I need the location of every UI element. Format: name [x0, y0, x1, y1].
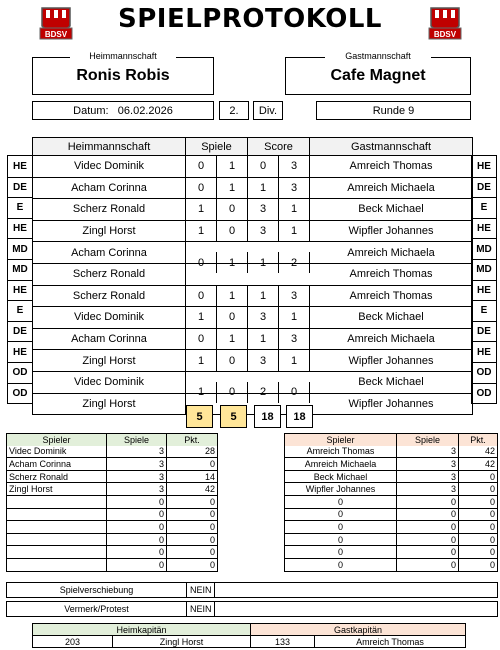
match-spiele-away: 0 — [217, 199, 248, 220]
player-stats-row — [285, 545, 497, 558]
match-type-left: DE — [8, 321, 32, 342]
stats-col-games: Spiele — [107, 434, 167, 446]
player-points: 0 — [209, 547, 215, 558]
captains-box — [32, 623, 466, 648]
match-home-player: Videc Dominik — [33, 156, 186, 177]
player-stats-row — [7, 508, 217, 521]
player-name — [7, 534, 107, 546]
match-spiele-home: 1 — [186, 307, 217, 328]
match-score-away: 3 — [279, 156, 310, 177]
date-box — [32, 101, 214, 120]
match-away-player: Amreich Michaela — [347, 333, 435, 346]
player-stats-row — [7, 446, 217, 458]
player-points: 0 — [209, 496, 215, 507]
player-games: 0 — [397, 509, 459, 521]
player-games: 3 — [107, 446, 167, 458]
match-type-right: MD — [472, 238, 496, 259]
player-stats-row — [7, 495, 217, 508]
match-away-player: Amreich Thomas — [349, 160, 433, 173]
match-spiele-away: 0 — [217, 221, 248, 242]
spielverschiebung-value: NEIN — [187, 583, 215, 597]
match-row — [33, 220, 472, 242]
match-type-left: HE — [8, 280, 32, 301]
stats-col-points: Pkt. — [470, 434, 486, 445]
player-points: 0 — [209, 534, 215, 545]
player-games: 3 — [397, 458, 459, 470]
vermerk-label: Vermerk/Protest — [7, 602, 187, 616]
player-stats-row — [285, 446, 497, 458]
player-games: 0 — [397, 534, 459, 546]
match-type-left: E — [8, 300, 32, 321]
col-away-header: Gastmannschaft — [350, 140, 432, 153]
away-team-caption: Gastmannschaft — [325, 51, 431, 61]
away-captain-number: 133 — [251, 636, 315, 647]
match-score-home: 1 — [248, 329, 279, 350]
player-points: 0 — [489, 471, 495, 482]
match-score-home: 3 — [248, 350, 279, 371]
vermerk-row — [6, 601, 498, 617]
home-team-name: Ronis Robis — [76, 67, 170, 84]
player-name: Beck Michael — [285, 471, 397, 483]
match-type-left: HE — [8, 218, 32, 239]
player-games: 3 — [107, 483, 167, 495]
player-points: 0 — [489, 534, 495, 545]
home-captain-number: 203 — [33, 636, 113, 647]
player-name: 0 — [285, 496, 397, 508]
match-home-player: Zingl Horst — [33, 394, 186, 415]
player-name — [7, 509, 107, 521]
match-row — [33, 285, 472, 307]
match-spiele-home: 1 — [186, 199, 217, 220]
match-spiele-home: 1 — [186, 350, 217, 371]
match-type-right: OD — [472, 362, 496, 383]
player-name: 0 — [285, 534, 397, 546]
match-row — [33, 349, 472, 371]
match-row — [33, 177, 472, 199]
match-row — [33, 155, 472, 177]
player-stats-row — [7, 520, 217, 533]
player-stats-row — [285, 533, 497, 546]
match-spiele-home: 0 — [186, 252, 217, 273]
match-type-right: HE — [472, 218, 496, 239]
player-name — [7, 521, 107, 533]
match-spiele-home: 0 — [186, 329, 217, 350]
away-captain-name: Amreich Thomas — [356, 636, 424, 647]
division-number: 2. — [219, 101, 249, 120]
match-spiele-home: 0 — [186, 156, 217, 177]
match-home-player: Scherz Ronald — [33, 286, 186, 307]
match-score-away: 1 — [279, 221, 310, 242]
match-home-player: Zingl Horst — [33, 221, 186, 242]
away-player-stats — [284, 433, 498, 572]
match-type-right: OD — [472, 383, 496, 404]
match-away-player: Amreich Thomas — [349, 289, 433, 302]
player-games: 3 — [397, 446, 459, 458]
match-type-right: DE — [472, 177, 496, 198]
home-team-caption: Heimmannschaft — [70, 51, 176, 61]
player-name: 0 — [285, 509, 397, 521]
match-away-player: Amreich Michaela — [347, 246, 435, 259]
player-stats-row — [285, 470, 497, 483]
player-games: 0 — [107, 496, 167, 508]
match-row — [33, 371, 472, 399]
player-points: 0 — [489, 547, 495, 558]
match-type-left: MD — [8, 238, 32, 259]
player-stats-row — [285, 482, 497, 495]
match-away-player: Amreich Thomas — [349, 268, 433, 281]
player-points: 0 — [489, 559, 495, 570]
match-type-left: OD — [8, 383, 32, 404]
match-score-home: 3 — [248, 221, 279, 242]
match-away-player: Wipfler Johannes — [348, 397, 434, 410]
player-name: Acham Corinna — [7, 458, 107, 470]
match-spiele-away: 0 — [217, 307, 248, 328]
match-row — [33, 241, 472, 269]
match-home-player: Scherz Ronald — [33, 264, 186, 285]
match-score-home: 0 — [248, 156, 279, 177]
player-points: 0 — [489, 484, 495, 495]
match-score-home: 1 — [248, 252, 279, 273]
match-home-player: Acham Corinna — [33, 178, 186, 199]
match-score-away: 1 — [279, 307, 310, 328]
home-player-stats — [6, 433, 218, 572]
away-team-name: Cafe Magnet — [330, 67, 426, 84]
match-row — [33, 328, 472, 350]
match-away-player: Amreich Michaela — [347, 181, 435, 194]
player-stats-row — [285, 558, 497, 571]
stats-col-games: Spiele — [397, 434, 459, 446]
total-spiele-home: 5 — [186, 405, 213, 428]
date-value: 06.02.2026 — [117, 104, 173, 117]
stats-col-points: Pkt. — [184, 434, 200, 445]
player-name — [7, 559, 107, 571]
match-row — [33, 306, 472, 328]
match-spiele-home: 0 — [186, 178, 217, 199]
match-type-column-left — [7, 155, 33, 404]
player-games: 3 — [397, 471, 459, 483]
match-score-away: 1 — [279, 350, 310, 371]
match-spiele-away: 0 — [217, 382, 248, 403]
player-games: 3 — [107, 458, 167, 470]
away-stats-header — [285, 434, 497, 446]
match-home-player: Zingl Horst — [33, 350, 186, 371]
match-spiele-away: 1 — [217, 178, 248, 199]
match-score-home: 2 — [248, 382, 279, 403]
match-spiele-away: 1 — [217, 156, 248, 177]
player-stats-row — [7, 545, 217, 558]
player-name: 0 — [285, 521, 397, 533]
match-type-column-right — [471, 155, 497, 404]
spielverschiebung-notes — [215, 583, 497, 597]
player-points: 0 — [209, 458, 215, 469]
match-score-home: 1 — [248, 178, 279, 199]
page-title: SPIELPROTOKOLL — [117, 4, 383, 34]
match-type-left: DE — [8, 177, 32, 198]
player-stats-row — [285, 520, 497, 533]
player-name: Amreich Michaela — [285, 458, 397, 470]
match-grid — [32, 137, 473, 415]
svg-text:BDSV: BDSV — [433, 30, 457, 39]
player-games: 0 — [107, 546, 167, 558]
total-score-home: 18 — [254, 405, 281, 428]
vermerk-notes — [215, 602, 497, 616]
home-team-box — [32, 57, 214, 95]
match-away-player: Beck Michael — [358, 311, 424, 324]
match-score-away: 3 — [279, 286, 310, 307]
match-score-away: 3 — [279, 178, 310, 199]
match-spiele-away: 0 — [217, 350, 248, 371]
match-grid-header — [33, 138, 472, 155]
player-points: 0 — [209, 509, 215, 520]
match-home-player: Acham Corinna — [33, 242, 186, 263]
match-spiele-away: 1 — [217, 252, 248, 273]
match-type-right: DE — [472, 321, 496, 342]
player-points: 42 — [204, 484, 215, 495]
player-name — [7, 546, 107, 558]
player-name: 0 — [285, 559, 397, 571]
match-type-left: HE — [8, 341, 32, 362]
player-name: Videc Dominik — [7, 446, 107, 458]
match-type-right: HE — [472, 280, 496, 301]
match-type-left: MD — [8, 259, 32, 280]
player-name: Wipfler Johannes — [285, 483, 397, 495]
player-games: 0 — [107, 509, 167, 521]
player-games: 3 — [397, 483, 459, 495]
match-type-left: E — [8, 197, 32, 218]
total-score-away: 18 — [286, 405, 313, 428]
match-type-right: HE — [477, 160, 491, 172]
home-captain-label: Heimkapitän — [33, 624, 250, 636]
player-name: 0 — [285, 546, 397, 558]
player-points: 28 — [204, 446, 215, 457]
player-points: 42 — [484, 458, 495, 469]
player-games: 0 — [107, 521, 167, 533]
player-games: 0 — [107, 534, 167, 546]
home-stats-header — [7, 434, 217, 446]
player-points: 0 — [209, 521, 215, 532]
match-type-right: E — [472, 197, 496, 218]
player-name — [7, 496, 107, 508]
player-stats-row — [285, 457, 497, 470]
player-stats-row — [285, 495, 497, 508]
player-stats-row — [7, 533, 217, 546]
match-spiele-home: 0 — [186, 286, 217, 307]
date-label: Datum: — [73, 104, 109, 117]
player-name: Scherz Ronald — [7, 471, 107, 483]
match-away-player: Beck Michael — [358, 203, 424, 216]
player-name: Amreich Thomas — [285, 446, 397, 458]
col-spiele-header: Spiele — [186, 138, 248, 155]
match-type-left: HE — [13, 160, 27, 172]
player-stats-row — [7, 470, 217, 483]
match-spiele-home: 1 — [186, 221, 217, 242]
match-home-player: Acham Corinna — [33, 329, 186, 350]
player-stats-row — [7, 457, 217, 470]
player-games: 0 — [107, 559, 167, 571]
player-games: 0 — [397, 559, 459, 571]
away-team-box — [285, 57, 471, 95]
round-box: Runde 9 — [316, 101, 471, 120]
col-score-header: Score — [248, 138, 310, 155]
match-home-player: Scherz Ronald — [33, 199, 186, 220]
match-type-left: OD — [8, 362, 32, 383]
player-points: 0 — [489, 521, 495, 532]
match-score-away: 2 — [279, 252, 310, 273]
player-points: 0 — [489, 496, 495, 507]
match-type-right: E — [472, 300, 496, 321]
match-home-player: Videc Dominik — [33, 372, 186, 393]
player-stats-row — [7, 558, 217, 571]
player-points: 0 — [209, 559, 215, 570]
player-games: 3 — [107, 471, 167, 483]
match-score-away: 3 — [279, 329, 310, 350]
match-type-right: HE — [472, 341, 496, 362]
spielverschiebung-label: Spielverschiebung — [7, 583, 187, 597]
match-spiele-home: 1 — [186, 382, 217, 403]
match-away-player: Beck Michael — [358, 376, 424, 389]
player-points: 14 — [204, 471, 215, 482]
player-points: 42 — [484, 446, 495, 457]
vermerk-value: NEIN — [187, 602, 215, 616]
player-games: 0 — [397, 546, 459, 558]
match-score-home: 3 — [248, 199, 279, 220]
stats-col-player: Spieler — [7, 434, 107, 446]
svg-text:BDSV: BDSV — [44, 30, 68, 39]
match-score-home: 3 — [248, 307, 279, 328]
player-stats-row — [285, 508, 497, 521]
player-points: 0 — [489, 509, 495, 520]
player-games: 0 — [397, 496, 459, 508]
match-spiele-away: 1 — [217, 286, 248, 307]
match-away-player: Wipfler Johannes — [348, 354, 434, 367]
match-row — [33, 198, 472, 220]
division-label: Div. — [253, 101, 283, 120]
player-name: Zingl Horst — [7, 483, 107, 495]
player-stats-row — [7, 482, 217, 495]
match-away-player: Wipfler Johannes — [348, 225, 434, 238]
stats-col-player: Spieler — [285, 434, 397, 446]
col-home-header: Heimmannschaft — [33, 138, 186, 155]
match-spiele-away: 1 — [217, 329, 248, 350]
spielverschiebung-row — [6, 582, 498, 598]
match-type-right: MD — [472, 259, 496, 280]
match-home-player: Videc Dominik — [33, 307, 186, 328]
match-score-away: 0 — [279, 382, 310, 403]
total-spiele-away: 5 — [220, 405, 247, 428]
away-captain-label: Gastkapitän — [251, 624, 465, 636]
match-score-away: 1 — [279, 199, 310, 220]
home-captain-name: Zingl Horst — [159, 636, 204, 647]
match-score-home: 1 — [248, 286, 279, 307]
player-games: 0 — [397, 521, 459, 533]
